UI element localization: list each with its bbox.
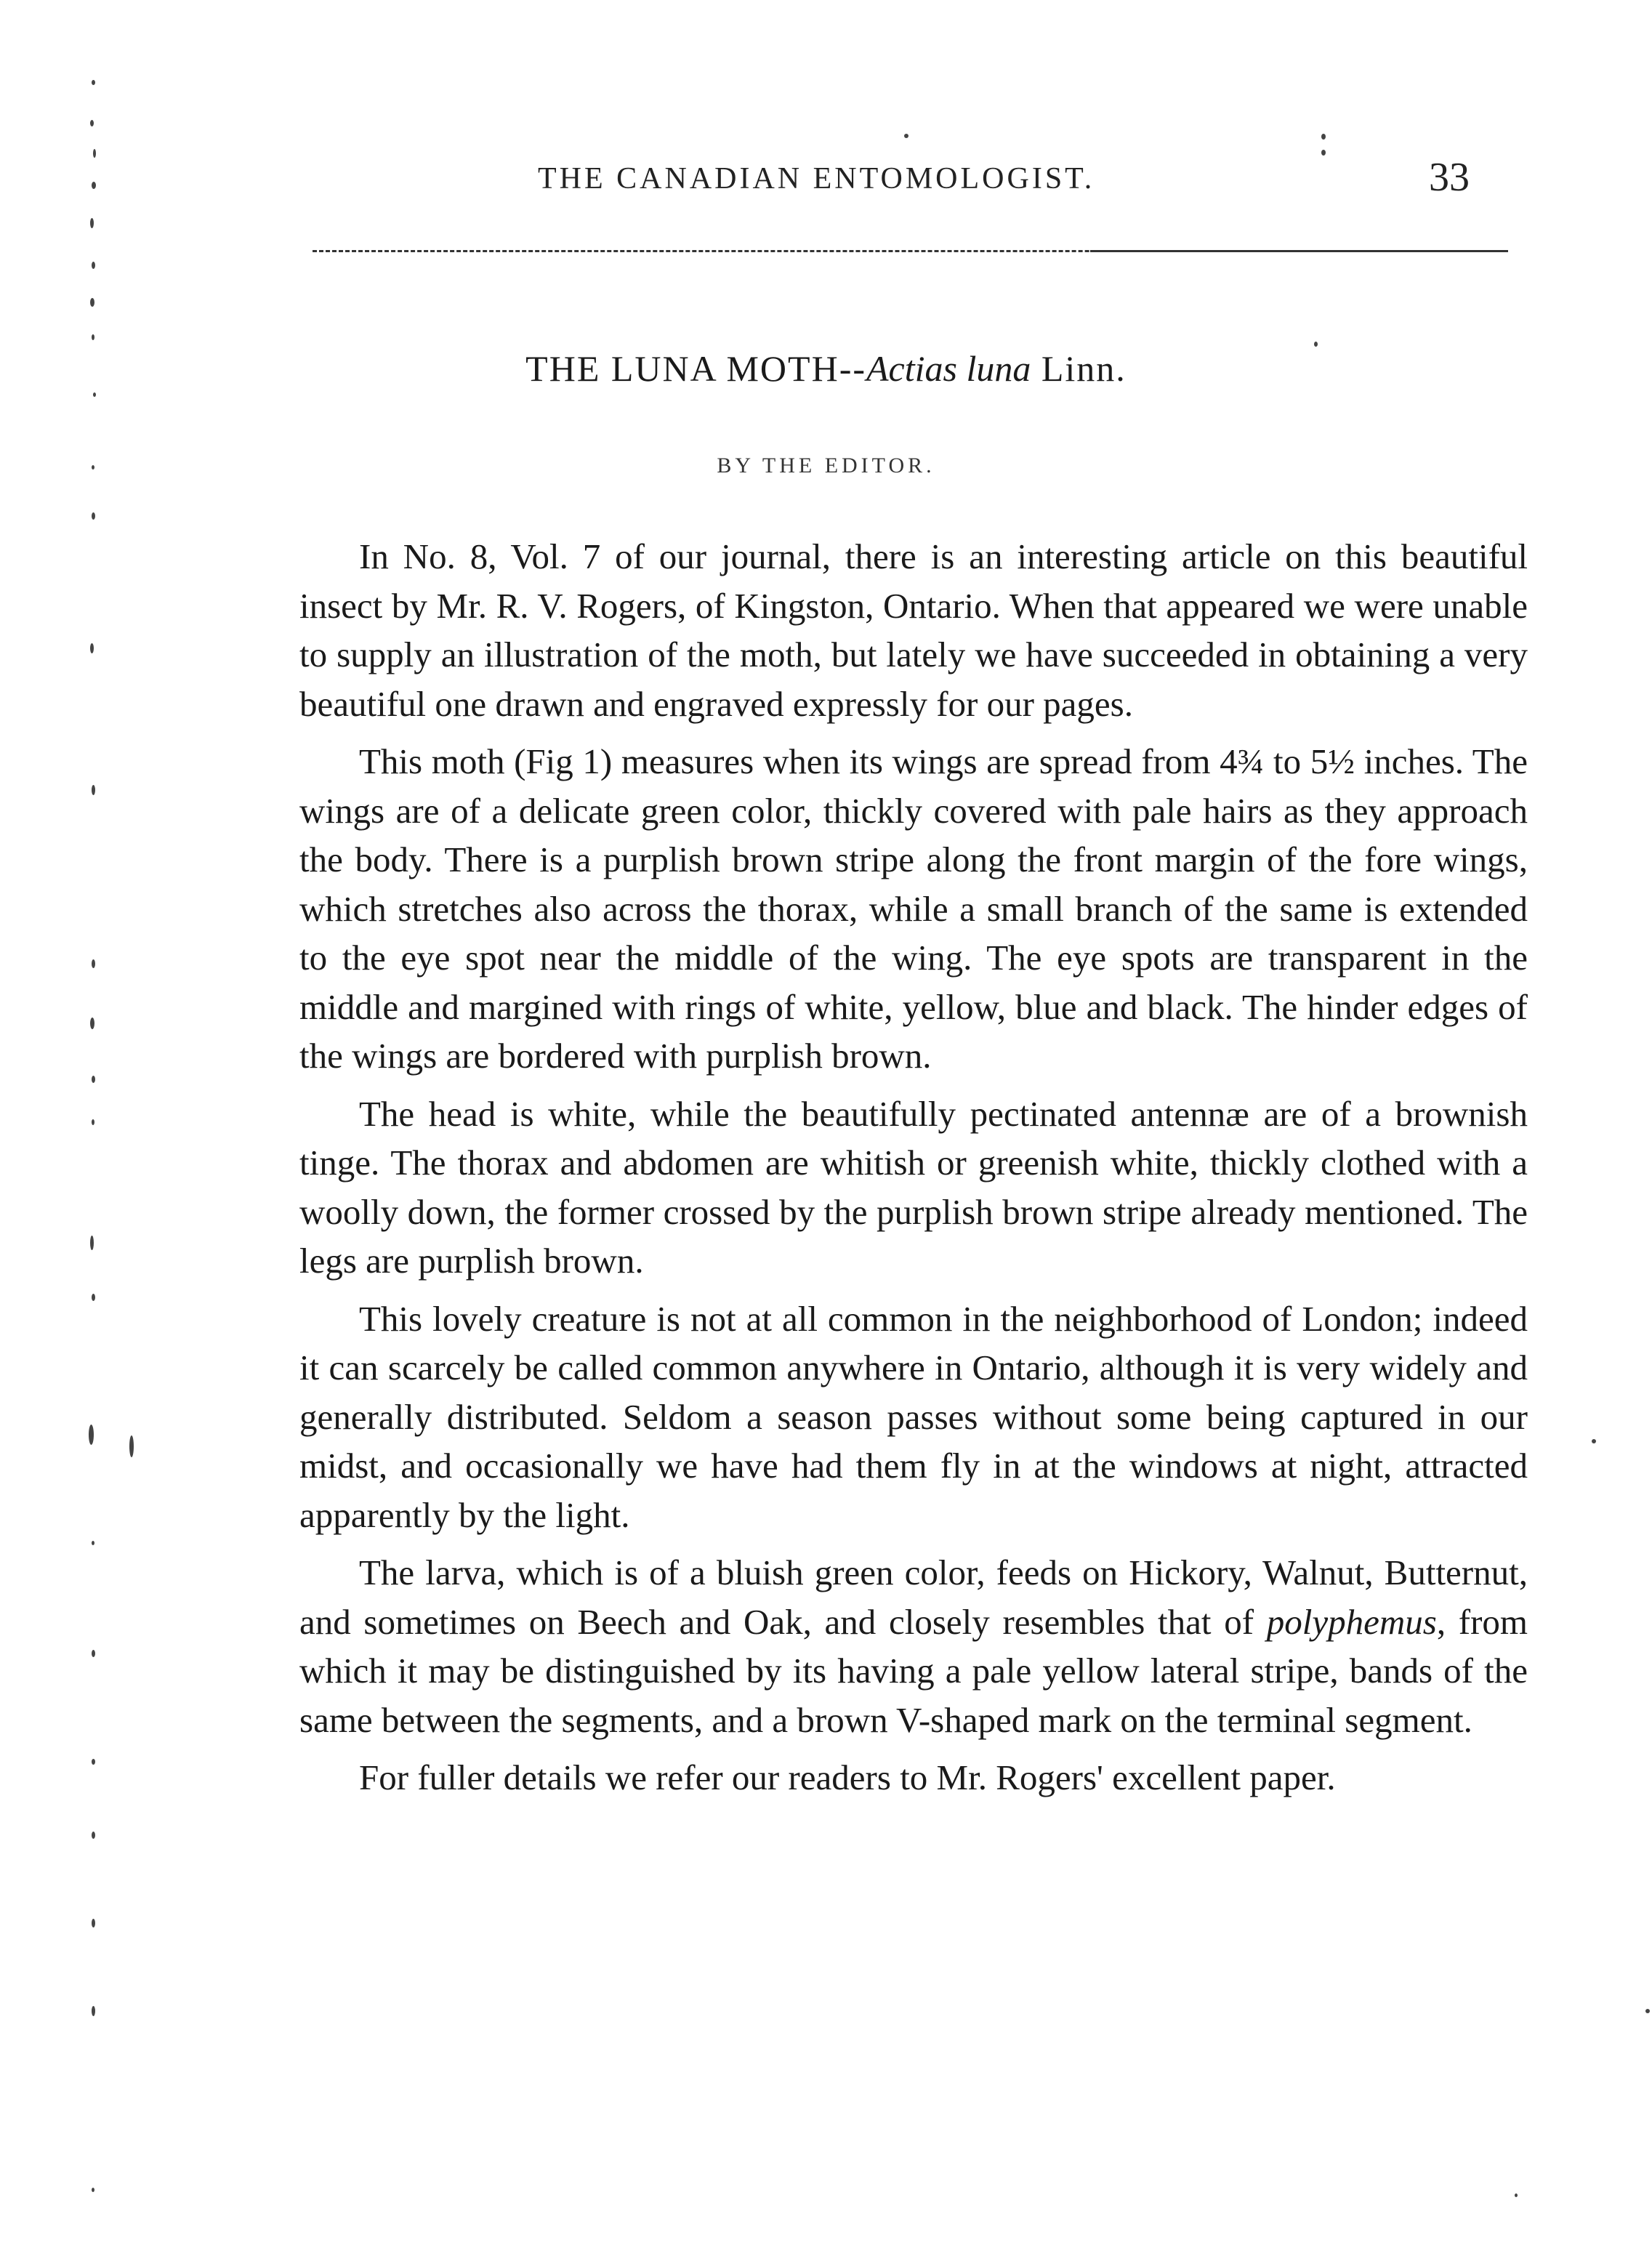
margin-speck [92,1650,95,1657]
paragraph-2: This moth (Fig 1) measures when its wings are spread from 4¾ to 5½ inches. The wings are of a delicate green color, thickly covered with pale hairs as they approach the body. There is a purplish brown stripe along the front margin of the fore wings, which stretches also across the thorax, while a small branch of the same is extended to the eye spot near the middle of the wing. The eye spots are transparent in the middle and margined with rings of white, yellow, blue and black. The hinder edges of the wings are bordered with purplish brown. [299,741,1528,1076]
paragraph-6: For fuller details we refer our readers to Mr. Rogers' excellent paper. [359,1757,1336,1797]
paragraph-1: In No. 8, Vol. 7 of our journal, there is an interesting article on this beautiful insect by Mr. R. V. Rogers, of Kingston, Ontario. When that appeared we were unable to supply an illustration of the moth, but lately we have succeeded in obtaining a very beautiful one drawn and engraved expressly for our pages. [299,536,1528,724]
title-species: Actias luna [866,348,1031,389]
margin-speck [92,1541,94,1545]
header-rule-solid [1090,250,1508,252]
margin-speck [1321,134,1326,140]
margin-speck [92,2006,95,2016]
margin-speck [1515,2193,1518,2197]
margin-speck [92,959,95,968]
paragraph-4: This lovely creature is not at all common in the neighborhood of London; indeed it can scarcely be called common anywhere in Ontario, although it is very widely and generally distributed. Seldom a season passes without some being captured in our midst, and occasionally we have had them fly in at the windows at night, attracted apparently by the light. [299,1298,1528,1535]
margin-speck [92,785,95,795]
margin-speck [92,1076,95,1083]
margin-speck [90,218,94,228]
page-number: 33 [1429,155,1470,200]
margin-speck [92,262,95,269]
species-name-italic: polyphemus [1266,1601,1437,1642]
margin-speck [93,392,96,397]
article-title [0,347,1652,390]
margin-speck [90,298,94,307]
margin-speck [92,1759,95,1765]
margin-speck [92,2188,94,2192]
title-main: THE LUNA MOTH-- [525,348,866,389]
margin-speck [89,1425,94,1445]
margin-speck [92,512,95,520]
margin-speck [90,1018,94,1029]
margin-speck [1314,342,1318,347]
margin-speck [92,465,94,470]
margin-speck [92,1294,95,1301]
paragraph-5-end: , from which it may be distinguished by its having a pale yellow lateral stripe, bands of the same between the segments, and a brown V-shaped mark on the terminal segment. [299,1601,1528,1740]
margin-speck [92,80,95,85]
margin-speck [1645,2009,1650,2013]
title-author: Linn. [1031,348,1127,389]
margin-speck [92,182,96,189]
margin-speck [90,120,94,126]
margin-speck [1592,1439,1596,1443]
paragraph-5 [299,1548,1528,1744]
byline: BY THE EDITOR. [717,454,935,478]
margin-speck [92,334,94,340]
article-body [299,532,1528,1811]
margin-speck [90,1236,94,1250]
paragraph-5-start: The larva, which is of a bluish green color, feeds on Hickory, Walnut, Butternut, and sometimes on Beech and Oak, and closely resembles that of [299,1552,1528,1642]
margin-speck [129,1435,134,1457]
margin-speck [90,643,94,653]
paragraph-3: The head is white, while the beautifully pectinated antennæ are of a brownish tinge. The thorax and abdomen are whitish or greenish white, thickly clothed with a woolly down, the former crossed by the purplish brown stripe already mentioned. The legs are purplish brown. [299,1093,1528,1281]
margin-speck [92,1919,95,1927]
margin-speck [92,1832,95,1839]
margin-speck [93,149,96,158]
margin-speck [1321,150,1326,156]
margin-speck [92,1119,94,1125]
margin-speck [904,134,908,138]
running-head: THE CANADIAN ENTOMOLOGIST. [538,162,1095,196]
